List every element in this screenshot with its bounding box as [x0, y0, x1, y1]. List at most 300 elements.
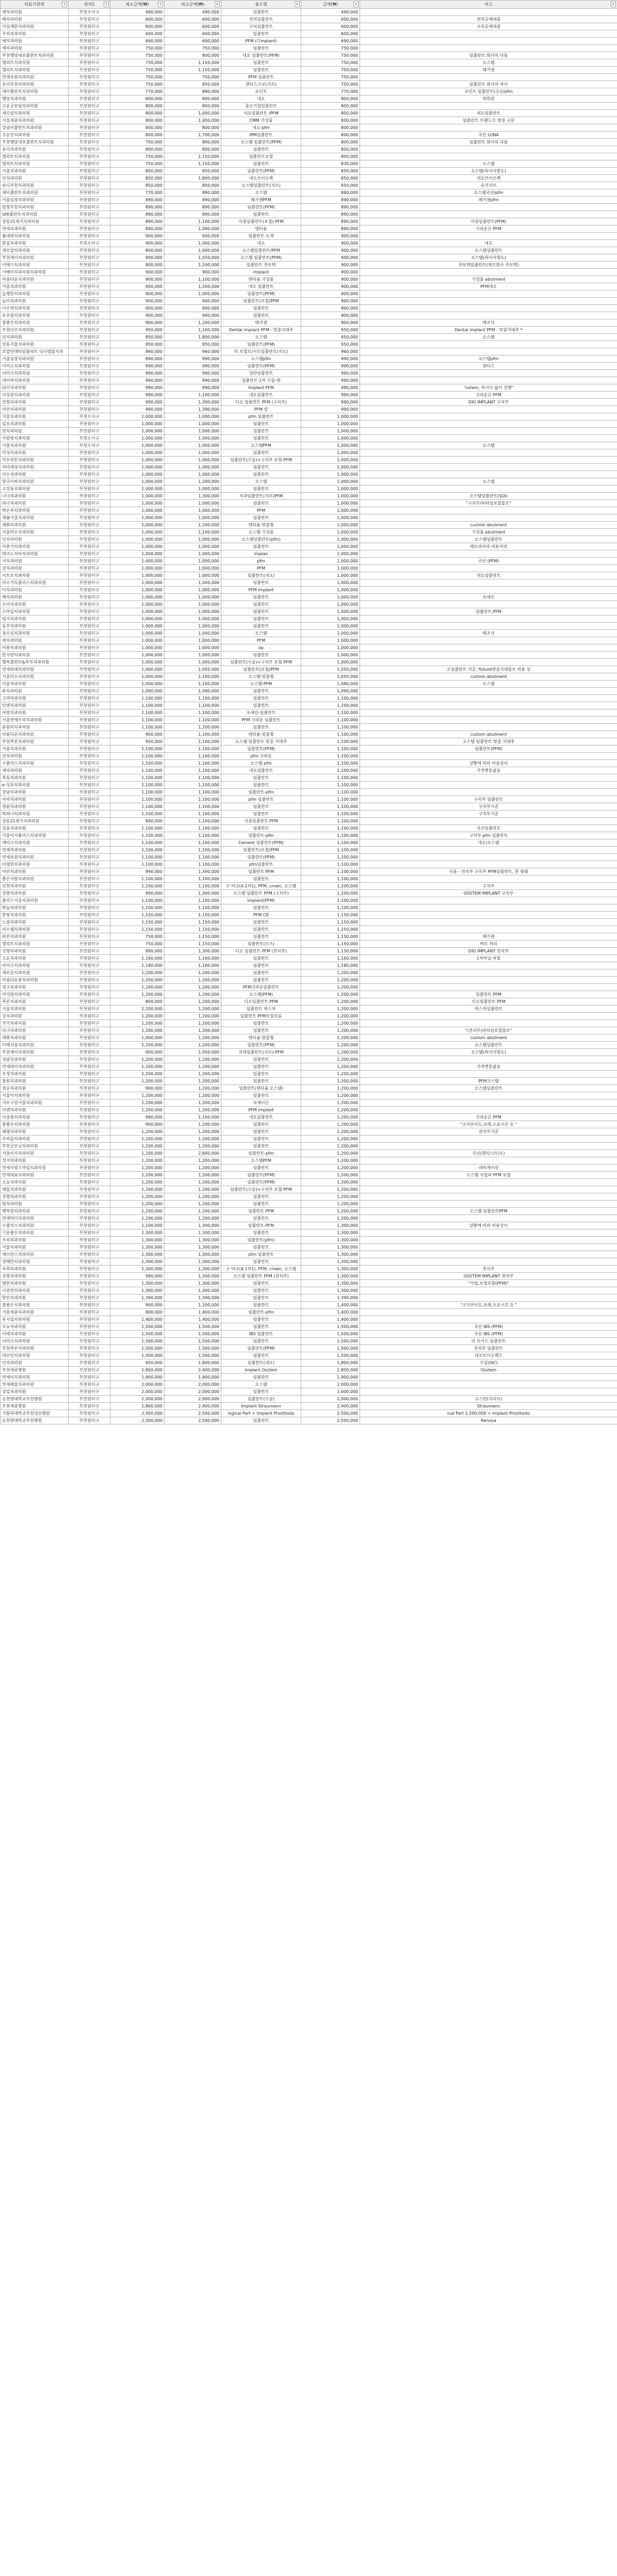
usage-cell[interactable]: PFM CR: [221, 912, 301, 919]
max-price-cell[interactable]: 1,160,000: [165, 955, 221, 962]
usage-cell[interactable]: 임플란트(PFM): [221, 341, 301, 348]
location-cell[interactable]: 부천원미구: [69, 1251, 110, 1258]
note-cell[interactable]: [360, 507, 617, 514]
amount-cell[interactable]: 1,000,000: [301, 536, 360, 543]
note-cell[interactable]: [360, 1294, 617, 1302]
table-row[interactable]: [1, 933, 617, 941]
amount-cell[interactable]: 900,000: [301, 262, 360, 269]
location-cell[interactable]: 부천원미구: [69, 67, 110, 74]
amount-cell[interactable]: 990,000: [301, 355, 360, 363]
amount-cell[interactable]: 1,100,000: [301, 811, 360, 818]
amount-cell[interactable]: 1,400,000: [301, 1316, 360, 1323]
max-price-cell[interactable]: 1,000,000: [165, 247, 221, 254]
filter-dropdown-icon[interactable]: ▾: [104, 2, 109, 7]
min-price-cell[interactable]: 1,000,000: [110, 673, 165, 681]
clinic-cell[interactable]: 서울미소치과의원: [1, 529, 69, 536]
location-cell[interactable]: 부천원미구: [69, 839, 110, 847]
max-price-cell[interactable]: 1,090,000: [165, 688, 221, 695]
usage-cell[interactable]: ingical Part + Implant Prosthodo: [221, 1410, 301, 1417]
max-price-cell[interactable]: 1,000,000: [165, 485, 221, 493]
min-price-cell[interactable]: 1,100,000: [110, 774, 165, 782]
amount-cell[interactable]: 1,000,000: [301, 637, 360, 644]
min-price-cell[interactable]: 1,000,000: [110, 623, 165, 630]
table-row[interactable]: [1, 139, 617, 146]
location-cell[interactable]: 부천원미구: [69, 760, 110, 767]
max-price-cell[interactable]: 2,500,000: [165, 1417, 221, 1424]
usage-cell[interactable]: 임플란트: [221, 543, 301, 550]
table-row[interactable]: [1, 240, 617, 247]
note-cell[interactable]: 오스템 식립과 PFM 보철: [360, 1172, 617, 1179]
clinic-cell[interactable]: 박은주치과의원: [1, 507, 69, 514]
clinic-cell[interactable]: 서로구감서울치과의원: [1, 1099, 69, 1107]
clinic-cell[interactable]: 네보턴치과의원: [1, 1352, 69, 1359]
min-price-cell[interactable]: 1,100,000: [110, 753, 165, 760]
amount-cell[interactable]: 1,090,000: [301, 688, 360, 695]
amount-cell[interactable]: 800,000: [301, 153, 360, 160]
table-row[interactable]: [1, 1396, 617, 1403]
amount-cell[interactable]: 1,200,000: [301, 1099, 360, 1107]
amount-cell[interactable]: 990,000: [301, 392, 360, 399]
amount-cell[interactable]: 1,200,000: [301, 1136, 360, 1143]
location-cell[interactable]: 부천원미구: [69, 1201, 110, 1208]
filter-dropdown-icon[interactable]: ▾: [62, 2, 67, 7]
min-price-cell[interactable]: 990,000: [110, 948, 165, 955]
amount-cell[interactable]: 1,100,000: [301, 839, 360, 847]
location-cell[interactable]: 부천원미구: [69, 969, 110, 977]
clinic-cell[interactable]: 서울치과의원: [1, 746, 69, 753]
min-price-cell[interactable]: 1,150,000: [110, 919, 165, 926]
amount-cell[interactable]: 1,100,000: [301, 847, 360, 854]
table-row[interactable]: [1, 1042, 617, 1049]
location-cell[interactable]: 부천원미구: [69, 608, 110, 615]
note-cell[interactable]: [360, 211, 617, 218]
min-price-cell[interactable]: 850,000: [110, 334, 165, 341]
location-cell[interactable]: 부천원미구: [69, 637, 110, 644]
table-row[interactable]: [1, 1244, 617, 1251]
usage-cell[interactable]: 네오 임플란트: [221, 283, 301, 290]
location-cell[interactable]: 부천원미구: [69, 876, 110, 883]
min-price-cell[interactable]: 990,000: [110, 1114, 165, 1121]
location-cell[interactable]: 부천원미구: [69, 659, 110, 666]
amount-cell[interactable]: 1,300,000: [301, 1237, 360, 1244]
table-row[interactable]: [1, 1056, 617, 1063]
location-cell[interactable]: 부천원미구: [69, 731, 110, 738]
clinic-cell[interactable]: 서울치과의원: [1, 442, 69, 449]
amount-cell[interactable]: 1,300,000: [301, 1287, 360, 1294]
max-price-cell[interactable]: 880,000: [165, 189, 221, 197]
table-row[interactable]: [1, 1193, 617, 1201]
location-cell[interactable]: 부천원미구: [69, 919, 110, 926]
amount-cell[interactable]: 1,300,000: [301, 1251, 360, 1258]
max-price-cell[interactable]: 1,200,000: [165, 1121, 221, 1128]
note-cell[interactable]: [360, 565, 617, 572]
table-row[interactable]: [1, 1063, 617, 1071]
min-price-cell[interactable]: 800,000: [110, 110, 165, 117]
clinic-cell[interactable]: 서울치과의원: [1, 168, 69, 175]
location-cell[interactable]: 부천원미구: [69, 630, 110, 637]
usage-cell[interactable]: 임플란트(수술)+구치부 보철-PFM: [221, 457, 301, 464]
table-row[interactable]: [1, 789, 617, 796]
min-price-cell[interactable]: 900,000: [110, 254, 165, 262]
table-row[interactable]: [1, 868, 617, 876]
amount-cell[interactable]: 1,100,000: [301, 883, 360, 890]
min-price-cell[interactable]: 1,000,000: [110, 413, 165, 420]
note-cell[interactable]: [360, 1071, 617, 1078]
usage-cell[interactable]: Implant Straumann: [221, 1403, 301, 1410]
max-price-cell[interactable]: 1,200,000: [165, 283, 221, 290]
min-price-cell[interactable]: 1,000,000: [110, 442, 165, 449]
note-cell[interactable]: 픽스처임플란트: [360, 1006, 617, 1013]
min-price-cell[interactable]: 1,000,000: [110, 659, 165, 666]
max-price-cell[interactable]: 1,300,000: [165, 1237, 221, 1244]
amount-cell[interactable]: 950,000: [301, 334, 360, 341]
note-cell[interactable]: [360, 1157, 617, 1164]
note-cell[interactable]: 오스템임플란트: [360, 536, 617, 543]
note-cell[interactable]: [360, 341, 617, 348]
amount-cell[interactable]: 2,500,000: [301, 1417, 360, 1424]
usage-cell[interactable]: Implant Osstem: [221, 1367, 301, 1374]
max-price-cell[interactable]: 1,200,000: [165, 1179, 221, 1186]
clinic-cell[interactable]: 순천향대학교부천병원: [1, 1417, 69, 1424]
amount-cell[interactable]: 750,000: [301, 45, 360, 52]
note-cell[interactable]: 오스템임플란트: [360, 1042, 617, 1049]
table-row[interactable]: [1, 998, 617, 1006]
table-row[interactable]: [1, 1085, 617, 1092]
location-cell[interactable]: 부천원미구: [69, 1107, 110, 1114]
clinic-cell[interactable]: 김포치과의원: [1, 420, 69, 428]
amount-cell[interactable]: 1,500,000: [301, 1331, 360, 1338]
location-cell[interactable]: 부천원미구: [69, 334, 110, 341]
note-cell[interactable]: [360, 753, 617, 760]
location-cell[interactable]: 부천원미구: [69, 175, 110, 182]
max-price-cell[interactable]: 1,300,000: [165, 1222, 221, 1229]
clinic-cell[interactable]: 하와나치과의원: [1, 811, 69, 818]
min-price-cell[interactable]: 800,000: [110, 117, 165, 124]
usage-cell[interactable]: 임플란트: [221, 1092, 301, 1099]
clinic-cell[interactable]: 선치과의원: [1, 753, 69, 760]
amount-cell[interactable]: 1,000,000: [301, 485, 360, 493]
min-price-cell[interactable]: 1,100,000: [110, 760, 165, 767]
usage-cell[interactable]: 네오-pfm: [221, 124, 301, 132]
table-row[interactable]: [1, 847, 617, 854]
usage-cell[interactable]: 임플란트: [221, 464, 301, 471]
note-cell[interactable]: [360, 103, 617, 110]
min-price-cell[interactable]: 1,200,000: [110, 1208, 165, 1215]
clinic-cell[interactable]: 로뉴치과의원: [1, 1323, 69, 1331]
min-price-cell[interactable]: 1,900,000: [110, 1374, 165, 1381]
note-cell[interactable]: [360, 897, 617, 904]
max-price-cell[interactable]: 1,000,000: [165, 644, 221, 652]
usage-cell[interactable]: 임플란트: [221, 1287, 301, 1294]
clinic-cell[interactable]: 신치과의원: [1, 536, 69, 543]
amount-cell[interactable]: 900,000: [301, 269, 360, 276]
note-cell[interactable]: [360, 348, 617, 355]
amount-cell[interactable]: 1,100,000: [301, 861, 360, 868]
clinic-cell[interactable]: 엘리트치과의원: [1, 153, 69, 160]
min-price-cell[interactable]: 1,200,000: [110, 1136, 165, 1143]
usage-cell[interactable]: 오스템임플란트/PFM: [221, 247, 301, 254]
location-cell[interactable]: 부천원미구: [69, 1099, 110, 1107]
amount-cell[interactable]: 1,100,000: [301, 890, 360, 897]
clinic-cell[interactable]: 새봄서울치과의원: [1, 514, 69, 522]
amount-cell[interactable]: 1,000,000: [301, 522, 360, 529]
min-price-cell[interactable]: 800,000: [110, 124, 165, 132]
max-price-cell[interactable]: 1,300,000: [165, 399, 221, 406]
note-cell[interactable]: 전치공예대출: [360, 16, 617, 23]
amount-cell[interactable]: 800,000: [301, 110, 360, 117]
table-row[interactable]: [1, 738, 617, 746]
clinic-cell[interactable]: 서해이치과의원치과의원: [1, 269, 69, 276]
amount-cell[interactable]: 1,000,000: [301, 507, 360, 514]
table-row[interactable]: [1, 1251, 617, 1258]
min-price-cell[interactable]: 750,000: [110, 153, 165, 160]
table-row[interactable]: [1, 319, 617, 327]
amount-cell[interactable]: 1,150,000: [301, 948, 360, 955]
note-cell[interactable]: PFM네오: [360, 283, 617, 290]
note-cell[interactable]: [360, 904, 617, 912]
note-cell[interactable]: [360, 659, 617, 666]
usage-cell[interactable]: pfm 크라운: [221, 753, 301, 760]
amount-cell[interactable]: 1,160,000: [301, 955, 360, 962]
note-cell[interactable]: 크라운은 PFM: [360, 392, 617, 399]
usage-cell[interactable]: 오스템: [221, 334, 301, 341]
note-cell[interactable]: ical Part 1,500,000 + implant Prosthodo: [360, 1410, 617, 1417]
min-price-cell[interactable]: 1,000,000: [110, 572, 165, 579]
min-price-cell[interactable]: 1,200,000: [110, 1164, 165, 1172]
clinic-cell[interactable]: 다나치과의원: [1, 1027, 69, 1034]
clinic-cell[interactable]: 노블치과의원: [1, 919, 69, 926]
usage-cell[interactable]: 임플란트: [221, 876, 301, 883]
table-row[interactable]: [1, 803, 617, 811]
max-price-cell[interactable]: 1,300,000: [165, 890, 221, 897]
table-row[interactable]: [1, 876, 617, 883]
table-row[interactable]: [1, 30, 617, 38]
clinic-cell[interactable]: 이미소치과의원: [1, 370, 69, 377]
clinic-cell[interactable]: 한빛치과의원: [1, 912, 69, 919]
max-price-cell[interactable]: 1,100,000: [165, 861, 221, 868]
min-price-cell[interactable]: 750,000: [110, 74, 165, 81]
amount-cell[interactable]: 1,200,000: [301, 1049, 360, 1056]
location-cell[interactable]: 부천원미구: [69, 254, 110, 262]
max-price-cell[interactable]: 1,300,000: [165, 1258, 221, 1266]
amount-cell[interactable]: 990,000: [301, 384, 360, 392]
header-max-price[interactable]: 최고금액(₩) ▾: [165, 1, 221, 9]
table-row[interactable]: [1, 298, 617, 305]
clinic-cell[interactable]: 치아세상치과의원: [1, 464, 69, 471]
usage-cell[interactable]: 임플란트: [221, 514, 301, 522]
min-price-cell[interactable]: 1,000,000: [110, 565, 165, 572]
clinic-cell[interactable]: 행복한치과의원: [1, 1208, 69, 1215]
note-cell[interactable]: 임플란트 브랜드로 명칭 구분: [360, 117, 617, 124]
usage-cell[interactable]: 임플란트보철: [221, 153, 301, 160]
amount-cell[interactable]: 1,100,000: [301, 753, 360, 760]
location-cell[interactable]: 부천원미구: [69, 1215, 110, 1222]
note-cell[interactable]: [360, 550, 617, 558]
max-price-cell[interactable]: 1,100,000: [165, 847, 221, 854]
table-row[interactable]: [1, 52, 617, 59]
amount-cell[interactable]: 1,200,000: [301, 1201, 360, 1208]
amount-cell[interactable]: 1,000,000: [301, 594, 360, 601]
min-price-cell[interactable]: 1,100,000: [110, 839, 165, 847]
table-row[interactable]: [1, 1316, 617, 1323]
amount-cell[interactable]: 1,000,000: [301, 630, 360, 637]
max-price-cell[interactable]: 1,100,000: [165, 276, 221, 283]
min-price-cell[interactable]: 1,200,000: [110, 1078, 165, 1085]
location-cell[interactable]: 부천원미구: [69, 572, 110, 579]
max-price-cell[interactable]: 900,000: [165, 269, 221, 276]
table-row[interactable]: [1, 1266, 617, 1273]
usage-cell[interactable]: 임플란트(PFM): [221, 1345, 301, 1352]
table-row[interactable]: [1, 1114, 617, 1121]
usage-cell[interactable]: 덴티움 기성품: [221, 276, 301, 283]
amount-cell[interactable]: 1,800,000: [301, 1367, 360, 1374]
note-cell[interactable]: [360, 724, 617, 731]
min-price-cell[interactable]: 1,000,000: [110, 507, 165, 514]
note-cell[interactable]: [360, 74, 617, 81]
max-price-cell[interactable]: 1,000,000: [165, 442, 221, 449]
location-cell[interactable]: 부천원미구: [69, 666, 110, 673]
table-row[interactable]: [1, 1222, 617, 1229]
amount-cell[interactable]: 1,100,000: [301, 854, 360, 861]
location-cell[interactable]: 부천원미구: [69, 298, 110, 305]
note-cell[interactable]: 전치부기준: [360, 1128, 617, 1136]
location-cell[interactable]: 부천원미구: [69, 818, 110, 825]
max-price-cell[interactable]: 850,000: [165, 168, 221, 175]
min-price-cell[interactable]: 1,300,000: [110, 1280, 165, 1287]
location-cell[interactable]: 부천원미구: [69, 1172, 110, 1179]
note-cell[interactable]: 오스템: [360, 478, 617, 485]
max-price-cell[interactable]: 950,000: [165, 341, 221, 348]
location-cell[interactable]: 부천원미구: [69, 1150, 110, 1157]
location-cell[interactable]: 부천원미구: [69, 59, 110, 67]
clinic-cell[interactable]: 명한치과의원: [1, 1280, 69, 1287]
max-price-cell[interactable]: 1,100,000: [165, 327, 221, 334]
clinic-cell[interactable]: 부천행당내포플란트치과의원: [1, 139, 69, 146]
note-cell[interactable]: 오스템(특이사항도): [360, 254, 617, 262]
amount-cell[interactable]: 950,000: [301, 327, 360, 334]
note-cell[interactable]: [360, 854, 617, 861]
note-cell[interactable]: [360, 688, 617, 695]
location-cell[interactable]: 부천원미구: [69, 514, 110, 522]
usage-cell[interactable]: 임플란트: [221, 926, 301, 933]
max-price-cell[interactable]: 1,300,000: [165, 1266, 221, 1273]
note-cell[interactable]: [360, 485, 617, 493]
location-cell[interactable]: 부천원미구: [69, 601, 110, 608]
clinic-cell[interactable]: 엘리트치과의원: [1, 67, 69, 74]
min-price-cell[interactable]: 800,000: [110, 146, 165, 153]
amount-cell[interactable]: 1,300,000: [301, 1222, 360, 1229]
location-cell[interactable]: 부천원미구: [69, 984, 110, 991]
usage-cell[interactable]: 임플란트-pfm: [221, 832, 301, 839]
usage-cell[interactable]: 덴티스크보(지르): [221, 81, 301, 88]
clinic-cell[interactable]: 강남이플란트치과의원: [1, 124, 69, 132]
usage-cell[interactable]: 임플란트(pfm): [221, 1237, 301, 1244]
amount-cell[interactable]: 1,050,000: [301, 666, 360, 673]
amount-cell[interactable]: 2,500,000: [301, 1410, 360, 1417]
usage-cell[interactable]: 임플란트(PFM): [221, 168, 301, 175]
clinic-cell[interactable]: 예치과의원: [1, 38, 69, 45]
usage-cell[interactable]: 네오: [221, 240, 301, 247]
note-cell[interactable]: 포세인: [360, 594, 617, 601]
table-row[interactable]: [1, 211, 617, 218]
max-price-cell[interactable]: 1,000,000: [165, 514, 221, 522]
location-cell[interactable]: 부천원미구: [69, 615, 110, 623]
max-price-cell[interactable]: 1,100,000: [165, 796, 221, 803]
table-row[interactable]: [1, 630, 617, 637]
max-price-cell[interactable]: 750,000: [165, 74, 221, 81]
amount-cell[interactable]: 1,100,000: [301, 904, 360, 912]
amount-cell[interactable]: 900,000: [301, 305, 360, 312]
clinic-cell[interactable]: 이촌기치과의원: [1, 543, 69, 550]
min-price-cell[interactable]: 1,300,000: [110, 1237, 165, 1244]
min-price-cell[interactable]: 1,500,000: [110, 1352, 165, 1359]
clinic-cell[interactable]: 진향치과의원: [1, 948, 69, 955]
clinic-cell[interactable]: 서울이지치과의원: [1, 1150, 69, 1157]
clinic-cell[interactable]: 성남치과의원: [1, 1056, 69, 1063]
amount-cell[interactable]: 1,100,000: [301, 782, 360, 789]
amount-cell[interactable]: 1,000,000: [301, 449, 360, 457]
amount-cell[interactable]: 1,390,000: [301, 1294, 360, 1302]
max-price-cell[interactable]: 600,000: [165, 23, 221, 30]
note-cell[interactable]: 구치부기준: [360, 803, 617, 811]
location-cell[interactable]: 부천원미구: [69, 449, 110, 457]
min-price-cell[interactable]: 1,500,000: [110, 1338, 165, 1345]
amount-cell[interactable]: 900,000: [301, 254, 360, 262]
note-cell[interactable]: 메조사: [360, 630, 617, 637]
note-cell[interactable]: [360, 305, 617, 312]
min-price-cell[interactable]: 750,000: [110, 160, 165, 168]
table-row[interactable]: [1, 1359, 617, 1367]
max-price-cell[interactable]: 1,200,000: [165, 977, 221, 984]
usage-cell[interactable]: 임플란트: [221, 1201, 301, 1208]
clinic-cell[interactable]: 한민치과의원: [1, 1294, 69, 1302]
location-cell[interactable]: 부천원미구: [69, 348, 110, 355]
amount-cell[interactable]: 2,000,000: [301, 1381, 360, 1388]
usage-cell[interactable]: 임플란트-pfm: [221, 1309, 301, 1316]
table-row[interactable]: [1, 16, 617, 23]
max-price-cell[interactable]: 1,000,000: [165, 565, 221, 572]
clinic-cell[interactable]: 유디부천치과의원: [1, 182, 69, 189]
amount-cell[interactable]: 1,000,000: [301, 529, 360, 536]
note-cell[interactable]: OSSTEM IMPLANT 전치부: [360, 1273, 617, 1280]
min-price-cell[interactable]: 690,000: [110, 38, 165, 45]
note-cell[interactable]: "크지산이도,보레,소요시간 등 ": [360, 1302, 617, 1309]
note-cell[interactable]: "ostem, 특이사 없이 진행": [360, 384, 617, 392]
amount-cell[interactable]: 1,200,000: [301, 1114, 360, 1121]
min-price-cell[interactable]: 990,000: [110, 370, 165, 377]
amount-cell[interactable]: 1,300,000: [301, 1280, 360, 1287]
table-row[interactable]: [1, 587, 617, 594]
amount-cell[interactable]: 1,000,000: [301, 565, 360, 572]
note-cell[interactable]: [360, 789, 617, 796]
note-cell[interactable]: [360, 637, 617, 644]
usage-cell[interactable]: 임플란트 1차 수술-덴: [221, 377, 301, 384]
note-cell[interactable]: 메로피아라 비용처리: [360, 543, 617, 550]
location-cell[interactable]: 부천원미구: [69, 38, 110, 45]
location-cell[interactable]: 부천원미구: [69, 363, 110, 370]
amount-cell[interactable]: 1,100,000: [301, 724, 360, 731]
max-price-cell[interactable]: 1,200,000: [165, 262, 221, 269]
clinic-cell[interactable]: 신천치과의원: [1, 883, 69, 890]
min-price-cell[interactable]: 1,000,000: [110, 500, 165, 507]
note-cell[interactable]: Straumann: [360, 1403, 617, 1410]
note-cell[interactable]: 오스템(특이사항도): [360, 168, 617, 175]
table-row[interactable]: [1, 290, 617, 298]
table-row[interactable]: [1, 218, 617, 225]
note-cell[interactable]: 국산임플란트: [360, 825, 617, 832]
amount-cell[interactable]: 1,300,000: [301, 1244, 360, 1251]
table-row[interactable]: [1, 168, 617, 175]
